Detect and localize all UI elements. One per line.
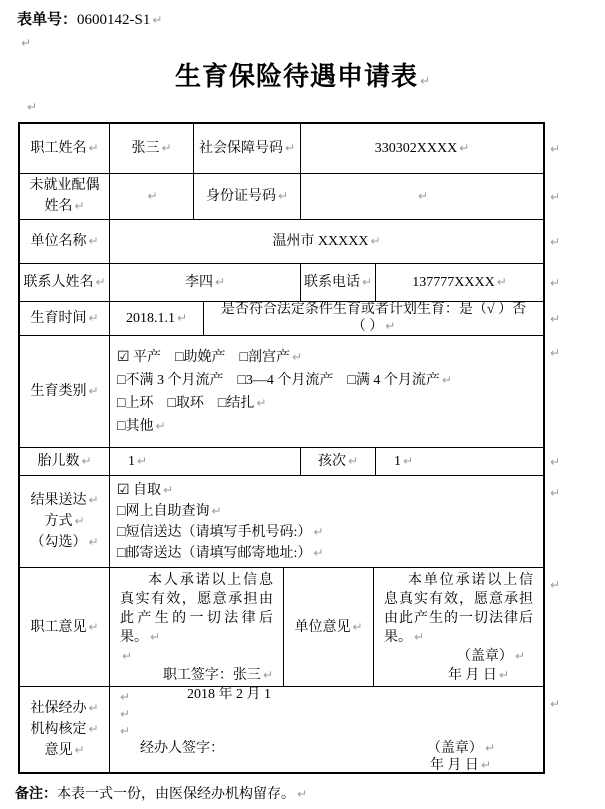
employer-name-value: 温州市 XXXXX xyxy=(272,234,369,249)
row-end-mark: ↵ xyxy=(549,189,560,204)
unemployed-spouse-name-label: 未就业配偶姓名 xyxy=(29,178,100,214)
child-order-value: 1 xyxy=(394,454,401,469)
employer-name-value-cell[interactable] xyxy=(110,220,543,263)
paragraph-mark: ↵ xyxy=(291,349,303,364)
delivery-method-options-cell[interactable] xyxy=(110,476,543,567)
blank-paragraph xyxy=(110,689,543,706)
unit-sign-date: 年 月 日 ↵ xyxy=(447,668,509,683)
contact-name-value: 李四 xyxy=(184,275,213,290)
table-row-agency-opinion xyxy=(20,687,560,773)
paragraph-mark: ↵ xyxy=(211,503,222,518)
child-order-label: 孩次 xyxy=(317,454,346,469)
agency-seal: （盖章） ↵ xyxy=(426,741,495,756)
employer-name-label-cell xyxy=(20,220,110,263)
paragraph-mark: ↵ xyxy=(352,619,363,634)
paragraph-mark: ↵ xyxy=(120,690,131,704)
application-table xyxy=(18,122,560,774)
table-row-fetus-count xyxy=(20,448,560,476)
employer-name-label: 单位名称 xyxy=(30,234,87,249)
paragraph-mark: ↵ xyxy=(88,619,99,634)
paragraph-mark: ↵ xyxy=(163,482,174,497)
paragraph-mark: ↵ xyxy=(514,649,525,663)
child-order-value-cell[interactable] xyxy=(376,448,543,475)
contact-phone-value-cell[interactable] xyxy=(376,264,543,301)
paragraph-mark: ↵ xyxy=(88,535,99,549)
birth-type-options-cell[interactable] xyxy=(110,336,543,447)
birth-type-option-line[interactable]: □不满 3 个月流产 □3—4 个月流产 □满 4 个月流产 xyxy=(117,372,440,388)
agency-sign-line xyxy=(110,740,543,757)
title-line xyxy=(0,56,605,96)
paragraph-mark: ↵ xyxy=(262,668,273,682)
contact-phone-label: 联系电话 xyxy=(303,275,360,290)
paragraph-mark: ↵ xyxy=(347,454,359,468)
employee-name-value: 张三 xyxy=(131,141,160,156)
agency-opinion-cell[interactable] xyxy=(110,687,543,772)
table-row-employer xyxy=(20,220,560,264)
paragraph-mark: ↵ xyxy=(21,36,32,50)
table-row-spouse-name xyxy=(20,174,560,220)
table-row-opinions xyxy=(20,568,560,702)
birth-date-value: 2018.1.1 xyxy=(125,311,175,326)
unemployed-spouse-name-label-cell xyxy=(20,174,110,219)
form-number-value: 0600142-S1 xyxy=(77,12,151,28)
paragraph-mark: ↵ xyxy=(88,141,99,155)
fetus-count-label: 胎儿数 xyxy=(37,454,80,469)
delivery-method-option[interactable]: ☑ 自取 xyxy=(117,482,162,498)
social-security-number-value-cell[interactable] xyxy=(301,124,543,173)
contact-phone-label-cell xyxy=(301,264,376,301)
table-row-delivery-method xyxy=(20,476,560,568)
paragraph-mark: ↵ xyxy=(122,649,133,663)
employee-sign-date: 2018 年 2 月 1 xyxy=(187,687,271,702)
employee-name-label-cell xyxy=(20,124,110,173)
unit-statement: 本单位承诺以上信息真实有效，愿意承担由此产生的一切法律后果。 ↵ xyxy=(384,573,533,645)
birth-date-label-cell xyxy=(20,302,110,335)
id-card-number-label: 身份证号码 xyxy=(205,189,276,204)
fetus-count-value: 1 xyxy=(128,454,135,469)
paragraph-mark: ↵ xyxy=(176,311,188,325)
paragraph-mark: ↵ xyxy=(297,787,308,801)
paragraph-mark: ↵ xyxy=(27,100,38,114)
social-security-number-label-cell xyxy=(194,124,301,173)
paragraph-mark: ↵ xyxy=(120,707,131,721)
birth-date-label: 生育时间 xyxy=(30,311,87,326)
birth-type-option-line[interactable]: ☑ 平产 □助娩产 □剖宫产 xyxy=(117,349,290,365)
paragraph-mark: ↵ xyxy=(147,189,158,203)
unit-seal: （盖章） ↵ xyxy=(456,649,525,664)
paragraph-mark: ↵ xyxy=(496,275,507,289)
paragraph-mark: ↵ xyxy=(480,758,491,772)
paragraph-mark: ↵ xyxy=(88,701,99,715)
birth-type-label: 生育类别 xyxy=(30,384,87,399)
paragraph-mark: ↵ xyxy=(459,141,470,155)
employee-name-label: 职工姓名 xyxy=(30,141,87,156)
paragraph-mark: ↵ xyxy=(419,74,431,88)
paragraph-mark: ↵ xyxy=(414,630,425,644)
paragraph-mark: ↵ xyxy=(441,372,452,387)
paragraph-mark: ↵ xyxy=(88,493,99,507)
row-end-mark: ↵ xyxy=(549,346,560,360)
form-number-line xyxy=(17,8,605,32)
paragraph-mark: ↵ xyxy=(88,384,99,398)
paragraph-mark: ↵ xyxy=(88,722,99,736)
delivery-method-label-line1: 结果送达 xyxy=(30,493,87,508)
row-end-mark: ↵ xyxy=(549,486,560,500)
paragraph-mark: ↵ xyxy=(95,275,106,289)
paragraph-mark: ↵ xyxy=(152,13,163,27)
remark-line xyxy=(15,783,605,806)
legal-birth-question-line2: （ ） xyxy=(351,319,384,334)
unit-opinion-label-cell xyxy=(284,568,374,686)
row-end-mark: ↵ xyxy=(549,311,560,326)
employee-statement: 本人承诺以上信息真实有效，愿意承担由此产生的一切法律后果。 ↵ xyxy=(120,573,273,645)
contact-name-value-cell[interactable] xyxy=(110,264,301,301)
paragraph-mark: ↵ xyxy=(150,630,161,644)
employee-signature: 职工签字：张三 ↵ xyxy=(162,668,273,683)
page-title: 生育保险待遇申请表 xyxy=(174,61,418,91)
paragraph-mark: ↵ xyxy=(403,454,414,468)
delivery-method-label-cell xyxy=(20,476,110,567)
blank-paragraph xyxy=(110,723,543,740)
agency-opinion-label-cell xyxy=(20,687,110,772)
paragraph-mark: ↵ xyxy=(484,741,495,755)
contact-name-label: 联系人姓名 xyxy=(23,275,94,290)
row-end-mark: ↵ xyxy=(549,578,560,592)
agency-opinion-label-line1: 社保经办 xyxy=(30,701,87,716)
social-security-number-label: 社会保障号码 xyxy=(198,141,283,156)
paragraph-mark: ↵ xyxy=(417,189,429,203)
child-order-label-cell xyxy=(301,448,376,475)
paragraph-mark: ↵ xyxy=(256,395,267,410)
paragraph-mark: ↵ xyxy=(88,311,99,325)
row-end-mark: ↵ xyxy=(549,697,560,711)
fetus-count-label-cell xyxy=(20,448,110,475)
employee-opinion-cell[interactable] xyxy=(110,568,284,702)
unemployed-spouse-name-value-cell[interactable] xyxy=(110,174,194,219)
paragraph-mark: ↵ xyxy=(214,275,226,289)
unit-opinion-cell[interactable] xyxy=(374,568,543,686)
paragraph-mark: ↵ xyxy=(81,454,92,468)
social-security-number-value: 330302XXXX xyxy=(374,141,458,156)
blank-paragraph xyxy=(110,706,543,723)
blank-paragraph xyxy=(19,32,605,54)
legal-birth-question-cell[interactable] xyxy=(204,302,543,335)
remark-text: 本表一式一份，由医保经办机构留存。 xyxy=(57,787,295,802)
paragraph-mark: ↵ xyxy=(498,668,509,682)
paragraph-mark: ↵ xyxy=(361,275,373,289)
paragraph-mark: ↵ xyxy=(277,189,289,203)
row-end-mark: ↵ xyxy=(549,454,560,469)
delivery-method-label-line3: （勾选） xyxy=(30,535,87,550)
agency-opinion-label-line2: 机构核定 xyxy=(30,722,87,737)
paragraph-mark: ↵ xyxy=(284,141,296,155)
table-row-birth-type xyxy=(20,336,560,448)
unit-opinion-label: 单位意见 xyxy=(294,619,351,635)
paragraph-mark: ↵ xyxy=(120,724,131,738)
employee-opinion-label: 职工意见 xyxy=(30,619,87,635)
birth-date-value-cell[interactable] xyxy=(110,302,204,335)
delivery-method-label-line2: 方式 xyxy=(44,514,73,529)
table-row-employee-name xyxy=(20,124,560,174)
table-row-contact xyxy=(20,264,560,302)
employee-opinion-label-cell xyxy=(20,568,110,686)
birth-type-label-cell xyxy=(20,336,110,447)
row-end-mark: ↵ xyxy=(549,234,560,249)
table-row-birth-date xyxy=(20,302,560,336)
paragraph-mark: ↵ xyxy=(74,743,85,757)
paragraph-mark: ↵ xyxy=(74,199,85,213)
paragraph-mark: ↵ xyxy=(370,234,381,248)
paragraph-mark: ↵ xyxy=(161,141,172,155)
id-card-number-label-cell xyxy=(194,174,301,219)
contact-phone-value: 137777XXXX xyxy=(412,275,495,290)
birth-type-option-line[interactable]: □上环 □取环 □结扎 xyxy=(117,395,255,411)
contact-name-label-cell xyxy=(20,264,110,301)
agency-opinion-label-line3: 意见 xyxy=(44,743,73,758)
fetus-count-value-cell[interactable] xyxy=(110,448,301,475)
delivery-method-option[interactable]: □邮寄送达（请填写邮寄地址:） xyxy=(117,545,312,561)
paragraph-mark: ↵ xyxy=(313,545,324,560)
paragraph-mark: ↵ xyxy=(385,319,396,333)
form-number-label: 表单号： xyxy=(17,12,78,28)
agency-sign-date: 年 月 日 ↵ xyxy=(429,758,491,773)
legal-birth-question-line1: 是否符合法定条件生育或者计划生育：是（√ ）否 xyxy=(220,302,527,317)
row-end-mark: ↵ xyxy=(549,141,560,156)
delivery-method-option[interactable]: □网上自助查询 xyxy=(117,503,210,519)
paragraph-mark: ↵ xyxy=(74,514,85,528)
birth-type-option-line[interactable]: □其他 xyxy=(117,418,154,434)
delivery-method-option[interactable]: □短信送达（请填写手机号码:） xyxy=(117,524,312,540)
id-card-number-value-cell[interactable] xyxy=(301,174,543,219)
paragraph-mark: ↵ xyxy=(137,454,148,468)
remark-label: 备注： xyxy=(15,787,57,802)
row-end-mark: ↵ xyxy=(549,275,560,290)
paragraph-mark: ↵ xyxy=(313,524,324,539)
employee-name-value-cell[interactable] xyxy=(110,124,194,173)
agency-signer-label: 经办人签字： xyxy=(140,741,224,756)
paragraph-mark: ↵ xyxy=(155,418,166,433)
paragraph-mark: ↵ xyxy=(88,234,99,248)
blank-paragraph xyxy=(120,647,273,666)
blank-paragraph xyxy=(25,96,605,118)
